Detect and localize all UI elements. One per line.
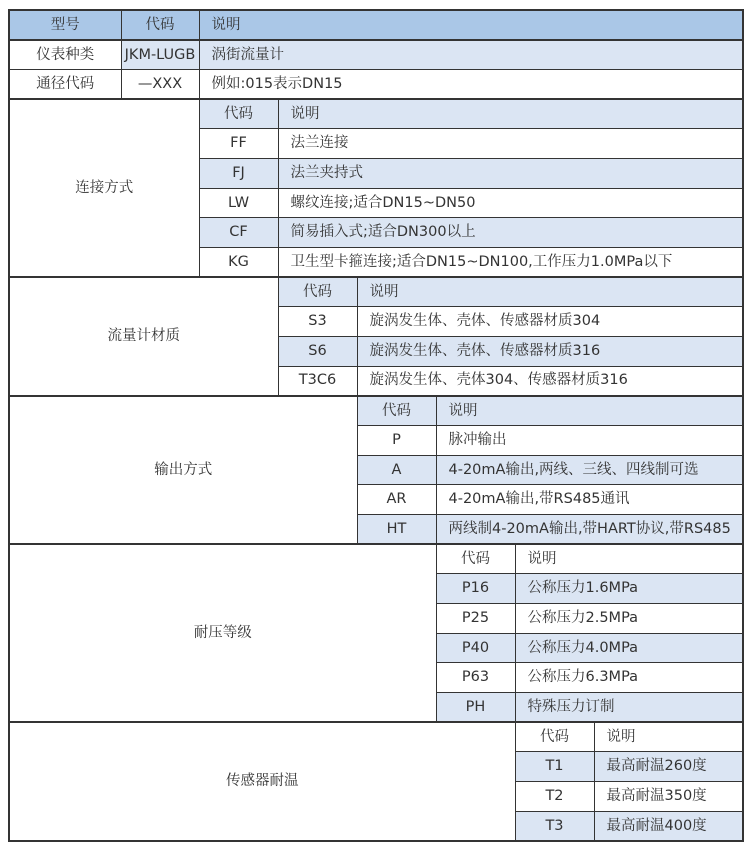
code-cell: P16 xyxy=(436,574,515,604)
header-code: 代码 xyxy=(121,10,199,40)
table-row xyxy=(9,722,743,752)
desc-cell: 例如:015表示DN15 xyxy=(199,69,743,99)
desc-cell: 公称压力1.6MPa xyxy=(515,574,743,604)
row-label: 通径代码 xyxy=(9,69,121,99)
table-header-row xyxy=(9,10,743,40)
desc-cell: 法兰夹持式 xyxy=(278,158,743,188)
code-cell: T3 xyxy=(515,811,594,841)
code-cell: KG xyxy=(199,247,278,277)
subheader-desc: 说明 xyxy=(515,544,743,574)
code-cell: —XXX xyxy=(121,69,199,99)
desc-cell: 公称压力6.3MPa xyxy=(515,663,743,693)
code-cell: S6 xyxy=(278,336,357,366)
subheader-code: 代码 xyxy=(278,277,357,307)
code-cell: FF xyxy=(199,129,278,159)
desc-cell: 卫生型卡箍连接;适合DN15~DN100,工作压力1.0MPa以下 xyxy=(278,247,743,277)
code-cell: T1 xyxy=(515,752,594,782)
code-cell: P xyxy=(357,425,436,455)
section-label: 输出方式 xyxy=(9,396,357,544)
subheader-code: 代码 xyxy=(515,722,594,752)
table-row xyxy=(9,69,743,99)
code-cell: T2 xyxy=(515,781,594,811)
table-row xyxy=(9,99,743,129)
desc-cell: 公称压力4.0MPa xyxy=(515,633,743,663)
header-model: 型号 xyxy=(9,10,121,40)
subheader-desc: 说明 xyxy=(357,277,743,307)
code-cell: A xyxy=(357,455,436,485)
table-row xyxy=(9,396,743,426)
code-cell: CF xyxy=(199,218,278,248)
table-row xyxy=(9,544,743,574)
subheader-desc: 说明 xyxy=(594,722,743,752)
desc-cell: 旋涡发生体、壳体、传感器材质304 xyxy=(357,307,743,337)
code-cell: HT xyxy=(357,514,436,544)
desc-cell: 最高耐温400度 xyxy=(594,811,743,841)
desc-cell: 旋涡发生体、壳体、传感器材质316 xyxy=(357,336,743,366)
subheader-code: 代码 xyxy=(436,544,515,574)
subheader-code: 代码 xyxy=(199,99,278,129)
desc-cell: 脉冲输出 xyxy=(436,425,743,455)
section-label: 耐压等级 xyxy=(9,544,436,722)
code-cell: JKM-LUGB xyxy=(121,40,199,70)
subheader-code: 代码 xyxy=(357,396,436,426)
code-cell: T3C6 xyxy=(278,366,357,396)
section-label: 流量计材质 xyxy=(9,277,278,396)
table-row xyxy=(9,40,743,70)
header-desc: 说明 xyxy=(199,10,743,40)
row-label: 仪表种类 xyxy=(9,40,121,70)
desc-cell: 最高耐温260度 xyxy=(594,752,743,782)
desc-cell: 公称压力2.5MPa xyxy=(515,603,743,633)
desc-cell: 4-20mA输出,两线、三线、四线制可选 xyxy=(436,455,743,485)
code-cell: P25 xyxy=(436,603,515,633)
desc-cell: 两线制4-20mA输出,带HART协议,带RS485 xyxy=(436,514,743,544)
desc-cell: 涡街流量计 xyxy=(199,40,743,70)
subheader-desc: 说明 xyxy=(278,99,743,129)
code-cell: S3 xyxy=(278,307,357,337)
code-cell: FJ xyxy=(199,158,278,188)
subheader-desc: 说明 xyxy=(436,396,743,426)
desc-cell: 简易插入式;适合DN300以上 xyxy=(278,218,743,248)
desc-cell: 旋涡发生体、壳体304、传感器材质316 xyxy=(357,366,743,396)
section-label: 传感器耐温 xyxy=(9,722,515,841)
model-selection-table xyxy=(8,9,744,842)
code-cell: PH xyxy=(436,692,515,722)
desc-cell: 4-20mA输出,带RS485通讯 xyxy=(436,485,743,515)
table-row xyxy=(9,277,743,307)
desc-cell: 螺纹连接;适合DN15~DN50 xyxy=(278,188,743,218)
desc-cell: 最高耐温350度 xyxy=(594,781,743,811)
code-cell: AR xyxy=(357,485,436,515)
desc-cell: 特殊压力订制 xyxy=(515,692,743,722)
code-cell: LW xyxy=(199,188,278,218)
code-cell: P63 xyxy=(436,663,515,693)
section-label: 连接方式 xyxy=(9,99,199,277)
code-cell: P40 xyxy=(436,633,515,663)
desc-cell: 法兰连接 xyxy=(278,129,743,159)
